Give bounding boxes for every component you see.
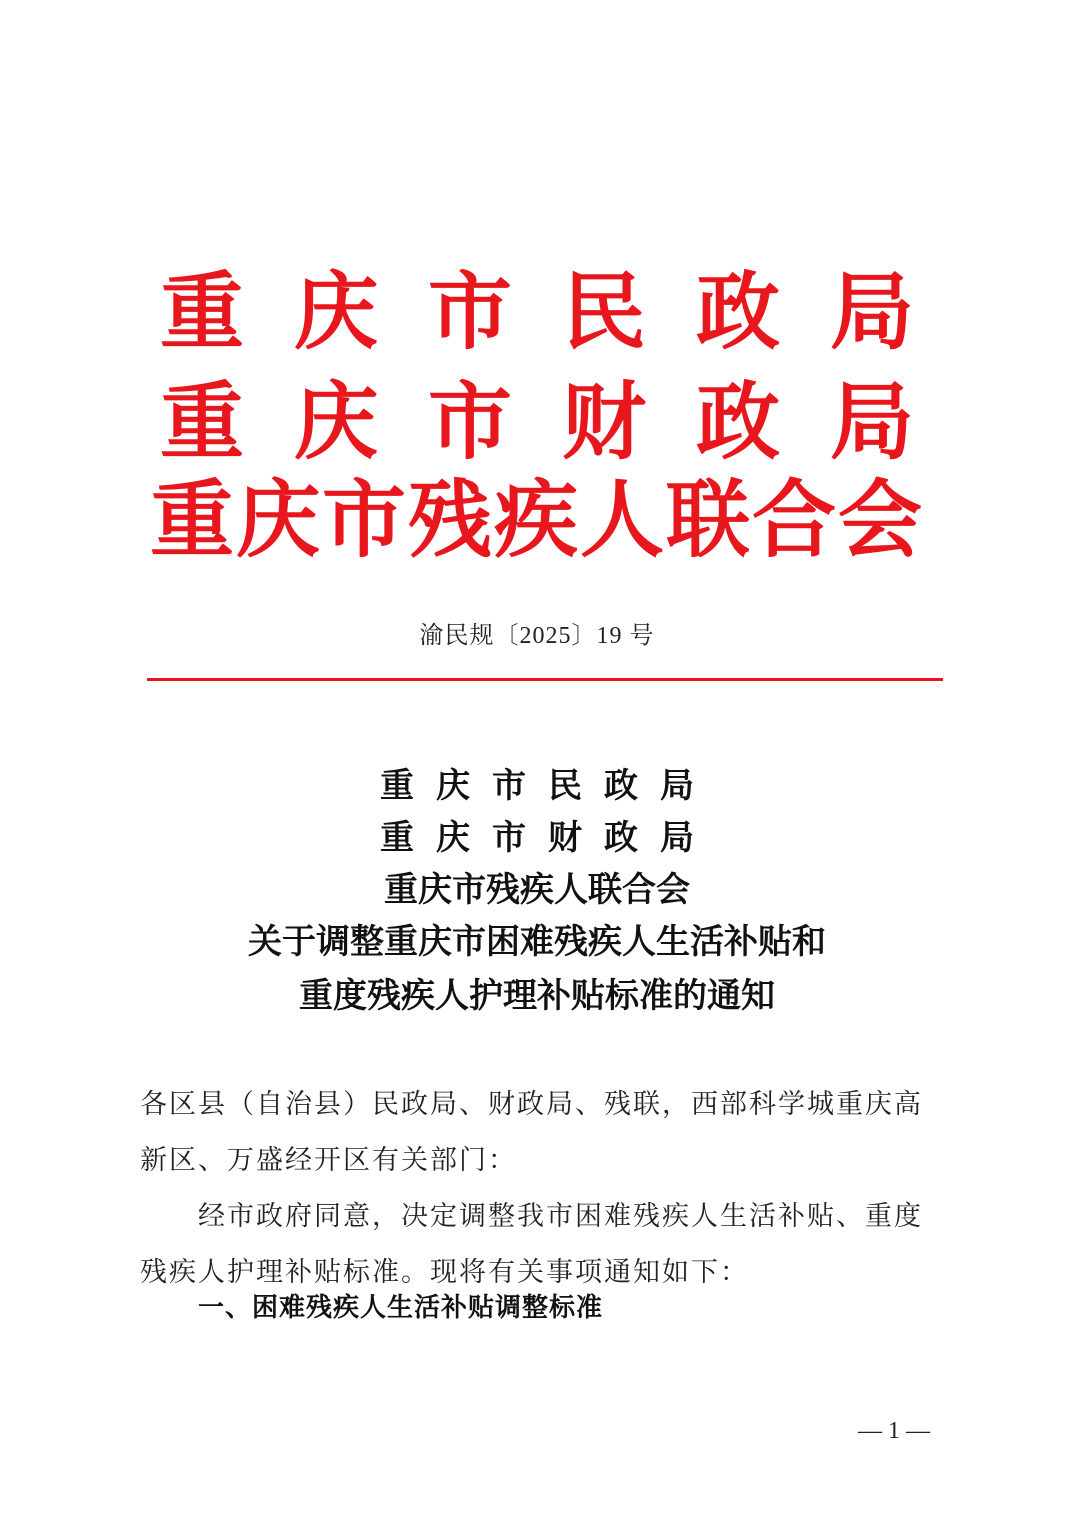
title-line-2: 重庆市财政局	[380, 818, 716, 858]
section-heading-1: 一、困难残疾人生活补贴调整标准	[198, 1293, 604, 1323]
header-issuer-disabled-federation: 重庆市残疾人联合会	[149, 470, 924, 569]
addressee-paragraph	[140, 1077, 936, 1189]
intro-paragraph	[140, 1189, 936, 1301]
page-number: — 1 —	[858, 1418, 930, 1444]
intro-text: 经市政府同意，决定调整我市困难残疾人生活补贴、重度残疾人护理补贴标准。现将有关事项通知如下：	[140, 1201, 923, 1288]
header-issuer-finance: 重庆市财政局	[159, 372, 964, 471]
header-issuer-civil-affairs: 重庆市民政局	[159, 262, 964, 361]
title-line-5: 重度残疾人护理补贴标准的通知	[299, 976, 775, 1016]
addressee-text: 各区县（自治县）民政局、财政局、残联，西部科学城重庆高新区、万盛经开区有关部门：	[140, 1089, 923, 1176]
document-number: 渝民规〔2025〕19 号	[419, 623, 655, 649]
title-line-4: 关于调整重庆市困难残疾人生活补贴和	[248, 922, 826, 962]
title-line-3: 重庆市残疾人联合会	[384, 870, 690, 910]
red-divider-line	[147, 678, 943, 681]
title-line-1: 重庆市民政局	[380, 766, 716, 806]
